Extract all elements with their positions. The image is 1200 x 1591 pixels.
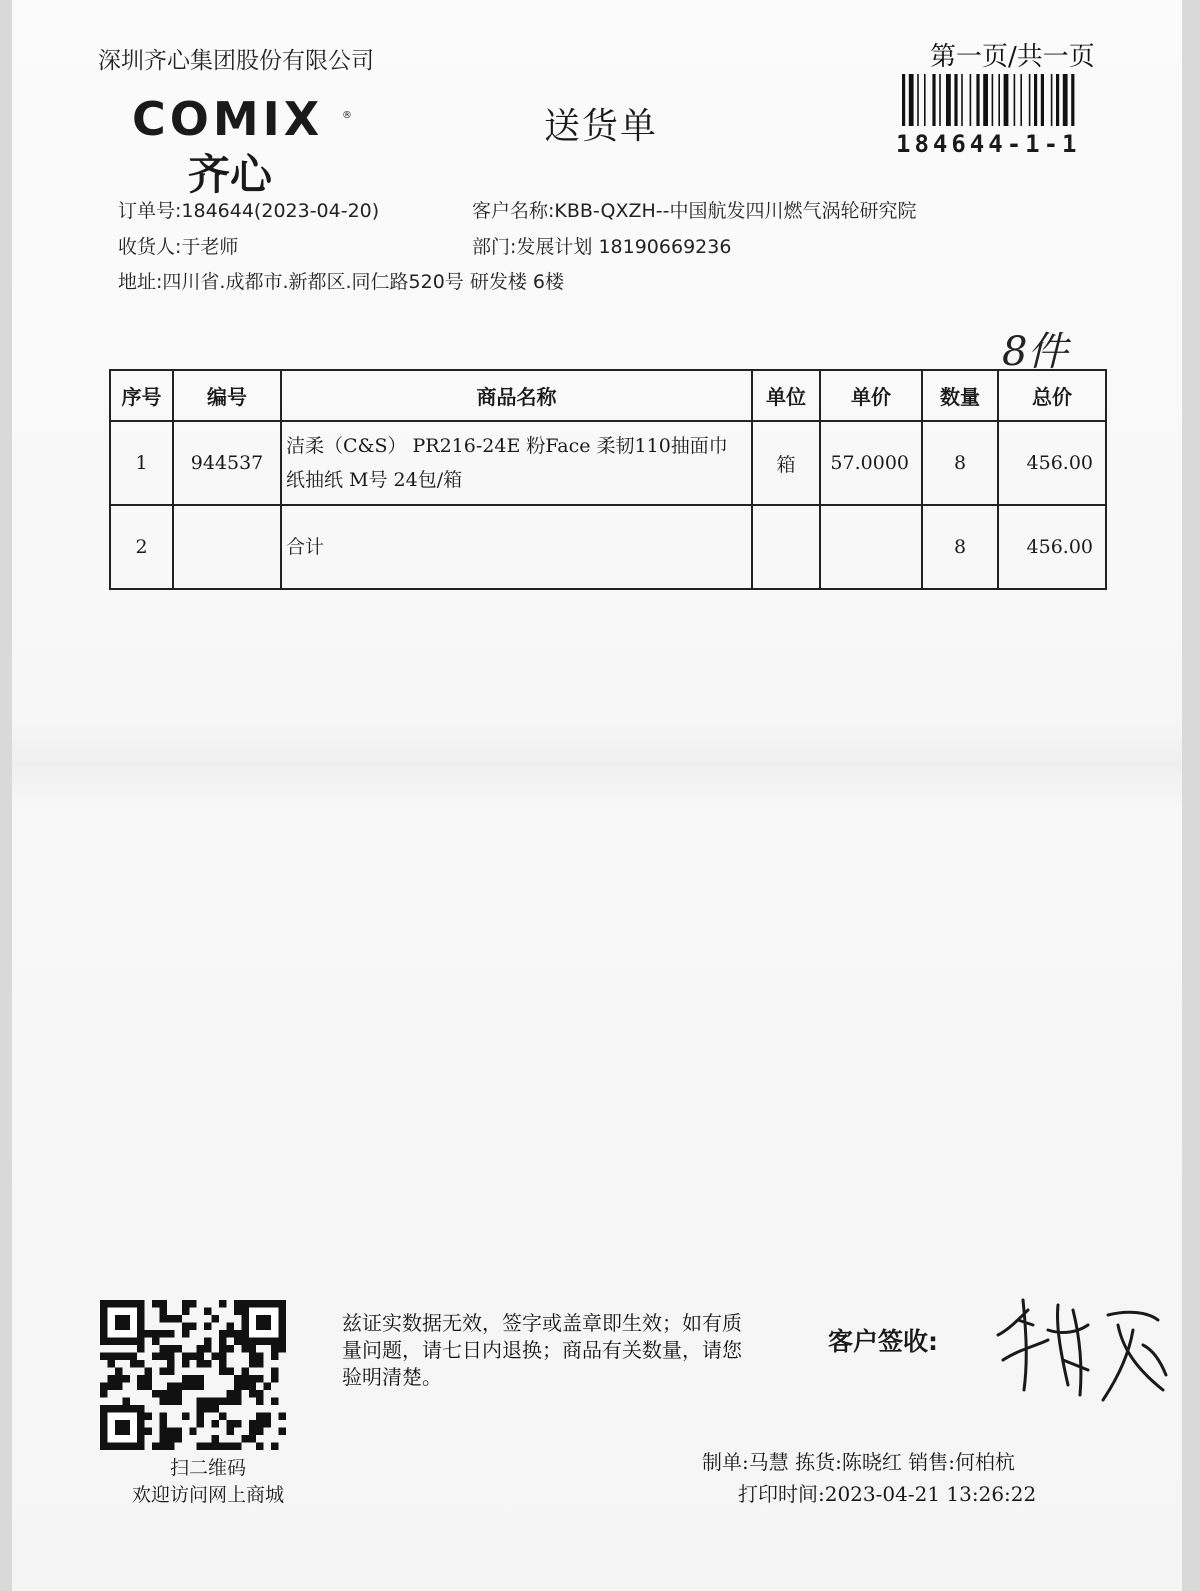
customer-value: KBB-QXZH--中国航发四川燃气涡轮研究院 [554, 200, 917, 222]
cell-unit-price [820, 505, 922, 589]
cell-code: 944537 [173, 421, 281, 505]
order-no [118, 196, 379, 223]
customer-signature [988, 1290, 1178, 1410]
logo-registered-mark: ® [342, 110, 352, 121]
staff-line: 制单:马慧 拣货:陈晓红 销售:何柏杭 [702, 1450, 1015, 1474]
comix-logo: COMIX [132, 92, 324, 146]
receiver-value: 于老师 [181, 236, 239, 258]
qr-code[interactable] [100, 1300, 286, 1450]
header-seq: 序号 [110, 370, 173, 421]
header-product-name: 商品名称 [281, 370, 752, 421]
header-total: 总价 [998, 370, 1106, 421]
cell-seq: 2 [110, 505, 173, 589]
header-quantity: 数量 [922, 370, 998, 421]
document-title: 送货单 [544, 106, 659, 147]
address-value: 四川省.成都市.新都区.同仁路520号 研发楼 6楼 [162, 271, 564, 293]
cell-product-name [281, 421, 752, 505]
cell-unit-price: 57.0000 [820, 421, 922, 505]
receiver-label: 收货人: [118, 236, 182, 258]
order-no-value: 184644(2023-04-20) [181, 200, 380, 222]
address-label: 地址: [118, 271, 163, 293]
cell-product-name [281, 505, 752, 589]
print-time: 打印时间:2023-04-21 13:26:22 [738, 1482, 1037, 1506]
cell-total: 456.00 [998, 421, 1106, 505]
cell-quantity: 8 [922, 505, 998, 589]
table-header-row [110, 370, 1106, 421]
product-name-line2: 纸抽纸 M号 24包/箱 [286, 469, 463, 491]
table-row [110, 421, 1106, 505]
barcode [902, 74, 1122, 126]
items-table [109, 369, 1107, 590]
customer-sign-label: 客户签收: [828, 1327, 938, 1356]
product-name-line1: 洁柔（C&S） PR216-24E 粉Face 柔韧110抽面巾 [286, 435, 728, 457]
cell-quantity: 8 [922, 421, 998, 505]
department-value: 发展计划 18190669236 [516, 236, 732, 258]
delivery-note-paper [12, 0, 1182, 1591]
order-no-label: 订单号: [118, 200, 182, 222]
qr-caption-line1: 扫二维码 [169, 1457, 246, 1479]
header-code: 编号 [173, 370, 281, 421]
cell-code [173, 505, 281, 589]
department-label: 部门: [472, 236, 517, 258]
header-unit: 单位 [752, 370, 820, 421]
customer-name [472, 196, 916, 223]
product-name-line1: 合计 [286, 536, 325, 558]
comix-logo-cn: 齐心 [188, 150, 273, 199]
header-unit-price: 单价 [820, 370, 922, 421]
notice-text: 兹证实数据无效，签字或盖章即生效；如有质量问题，请七日内退换；商品有关数量，请您验明清楚。 [342, 1311, 742, 1389]
address [118, 267, 564, 294]
table-row [110, 505, 1106, 589]
page-info: 第一页/共一页 [930, 42, 1095, 72]
company-name: 深圳齐心集团股份有限公司 [98, 48, 374, 74]
customer-label: 客户名称: [472, 200, 555, 222]
barcode-number: 184644-1-1 [896, 130, 1081, 158]
cell-unit [752, 505, 820, 589]
department [472, 232, 731, 259]
cell-seq: 1 [110, 421, 173, 505]
cell-total: 456.00 [998, 505, 1106, 589]
cell-unit: 箱 [752, 421, 820, 505]
receiver [118, 232, 238, 259]
handwritten-quantity-note: 8件 [1002, 329, 1068, 375]
qr-caption-line2: 欢迎访问网上商城 [131, 1484, 284, 1506]
qr-caption [108, 1455, 308, 1509]
